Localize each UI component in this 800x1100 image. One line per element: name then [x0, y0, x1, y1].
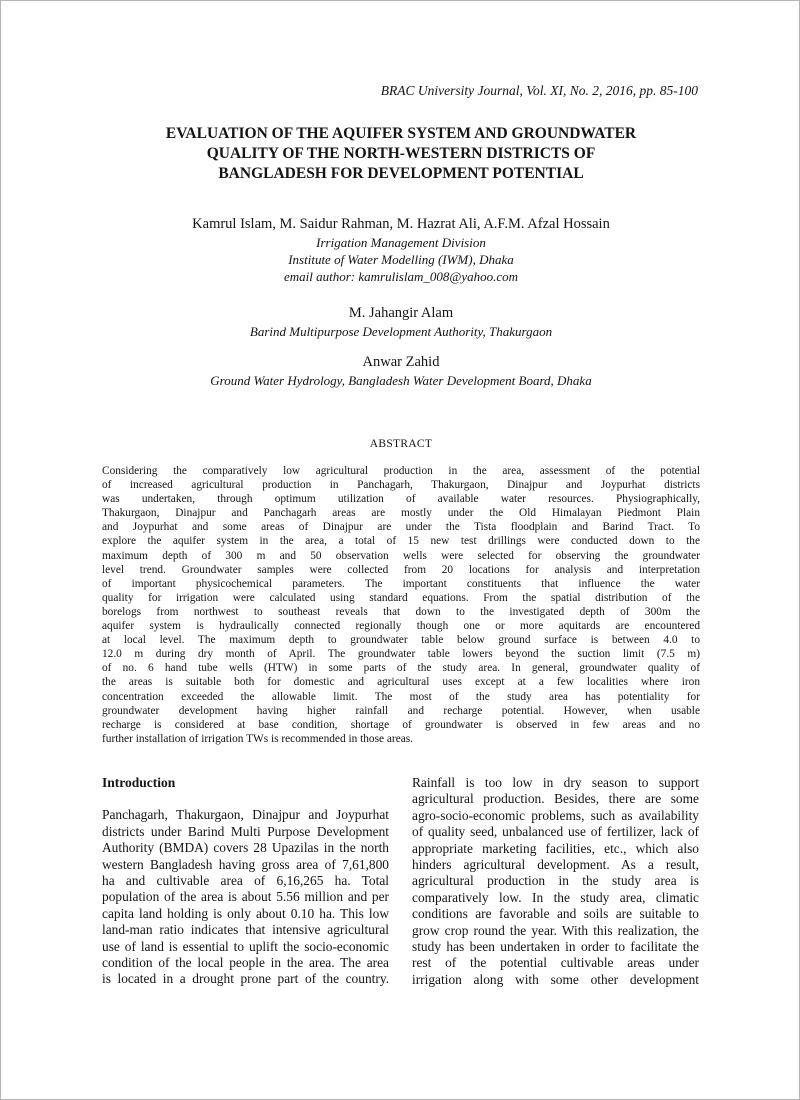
body-line: conditions are favorable and soils are suitable to	[412, 906, 699, 922]
author-institute: Institute of Water Modelling (IWM), Dhaka	[288, 252, 514, 267]
intro-left-column	[102, 775, 389, 988]
body-line: hinders agricultural development. As a result,	[412, 857, 699, 873]
title-line: BANGLADESH FOR DEVELOPMENT POTENTIAL	[218, 165, 584, 182]
author-group-1	[101, 215, 701, 285]
paper-title	[101, 124, 701, 184]
body-line: irrigation along with some other development	[412, 971, 699, 987]
body-line: rest of the potential cultivable areas under	[412, 955, 699, 971]
body-line: population of the area is about 5.56 million and per	[102, 889, 389, 905]
author-email: email author: kamrulislam_008@yahoo.com	[283, 269, 519, 284]
abstract-line: concentration exceeded the allowable limit. The most of the study area has potentiality for	[102, 690, 700, 703]
abstract-line: of increased agricultural production in Panchagarh, Thakurgaon, Dinajpur and Joypurhat districts	[102, 479, 700, 492]
body-line: districts under Barind Multi Purpose Development	[102, 823, 389, 839]
abstract-line: explore the aquifer system in the area, a total of 15 new test drillings were conducted down to the	[102, 535, 700, 548]
author-group-3	[101, 353, 701, 389]
abstract-line: Considering the comparatively low agricultural production in the area, assessment of the potential	[102, 465, 700, 477]
abstract-line: further installation of irrigation TWs is recommended in those areas.	[102, 732, 414, 745]
abstract-line: at local level. The maximum depth to groundwater table below ground surface is between 4.0 to	[102, 634, 700, 647]
section-heading-introduction: Introduction	[102, 775, 176, 790]
body-line: comparatively low. In the study area, climatic	[412, 889, 699, 905]
author-names: Anwar Zahid	[362, 354, 440, 370]
body-line: use of land is essential to uplift the socio-economic	[102, 938, 389, 954]
title-line: EVALUATION OF THE AQUIFER SYSTEM AND GROUNDWATER	[165, 125, 637, 142]
author-names: Kamrul Islam, M. Saidur Rahman, M. Hazrat Ali, A.F.M. Afzal Hossain	[192, 216, 610, 232]
abstract-line: quality for irrigation were calculated using standard equations. From the spatial distribution of the	[102, 591, 700, 604]
abstract-body	[102, 464, 700, 746]
title-line: QUALITY OF THE NORTH-WESTERN DISTRICTS OF	[206, 145, 596, 162]
abstract-line: maximum depth of 300 m and 50 observation wells were selected for observing the groundwater	[102, 549, 700, 562]
abstract-line: was undertaken, through optimum utilization of available water resources. Physiographically,	[102, 493, 700, 506]
body-line: appropriate marketing facilities, etc., which also	[412, 840, 699, 856]
body-line: capita land holding is only about 0.10 ha. This low	[102, 905, 389, 921]
abstract-heading: ABSTRACT	[369, 438, 433, 450]
body-line: condition of the local people in the area. The area	[102, 955, 389, 971]
abstract-line: 12.0 m during dry month of April. The groundwater table lowers beyond the suction limit (7.5 m)	[102, 648, 700, 661]
body-line: land-man ratio indicates that intensive agricultural	[102, 922, 389, 938]
author-affiliation: Ground Water Hydrology, Bangladesh Water Development Board, Dhaka	[210, 373, 592, 388]
body-line: agro-socio-economic problems, such as availability	[412, 807, 699, 823]
body-line: ha and cultivable area of 6,16,265 ha. Total	[102, 873, 389, 889]
body-line: agricultural production in the study area is	[412, 873, 699, 889]
author-group-2	[101, 304, 701, 340]
author-names: M. Jahangir Alam	[348, 305, 454, 321]
journal-reference: BRAC University Journal, Vol. XI, No. 2, 2016, pp. 85-100	[380, 83, 698, 98]
body-line: Rainfall is too low in dry season to support	[412, 775, 699, 790]
abstract-line: aquifer system is hydraulically connected regionally though one or more aquitards are encountered	[102, 620, 700, 633]
abstract-line: groundwater development having higher rainfall and recharge potential. However, when usable	[102, 704, 700, 717]
abstract-line: Thakurgaon, Dinajpur and Panchagarh areas are mostly under the Old Himalayan Piedmont Plain	[102, 507, 700, 520]
abstract-line: the areas is suitable both for domestic and agricultural uses except at a few localities where iron	[102, 676, 700, 689]
abstract-line: of no. 6 hand tube wells (HTW) in some parts of the study area. In general, groundwater quality of	[102, 662, 700, 675]
body-line: study has been undertaken in order to facilitate the	[412, 939, 699, 955]
body-line: Authority (BMDA) covers 28 Upazilas in the north	[102, 840, 389, 856]
author-affiliation: Barind Multipurpose Development Authority, Thakurgaon	[249, 324, 553, 339]
body-line: of quality seed, unbalanced use of fertilizer, lack of	[412, 824, 699, 840]
body-line: is located in a drought prone part of the country.	[102, 971, 389, 987]
intro-right-column	[412, 775, 699, 988]
author-division: Irrigation Management Division	[316, 235, 486, 250]
abstract-line: level trend. Groundwater samples were collected from 20 locations for analysis and interpretation	[102, 563, 700, 576]
body-line: Panchagarh, Thakurgaon, Dinajpur and Joypurhat	[102, 807, 389, 823]
abstract-line: recharge is considered at base condition, shortage of groundwater is observed in few areas and no	[102, 718, 700, 731]
body-line: agricultural production. Besides, there are some	[412, 791, 699, 807]
abstract-line: and Joypurhat and some areas of Dinajpur are under the Tista floodplain and Barind Tract. To	[102, 521, 700, 534]
body-line: grow crop round the year. With this realization, the	[412, 922, 699, 938]
abstract-line: borelogs from northwest to southeast reveals that down to the investigated depth of 300m the	[102, 605, 700, 618]
body-line: western Bangladesh having gross area of 7,61,800	[102, 856, 389, 872]
abstract-line: of important physicochemical parameters. The important constituents that influence the water	[102, 577, 700, 590]
